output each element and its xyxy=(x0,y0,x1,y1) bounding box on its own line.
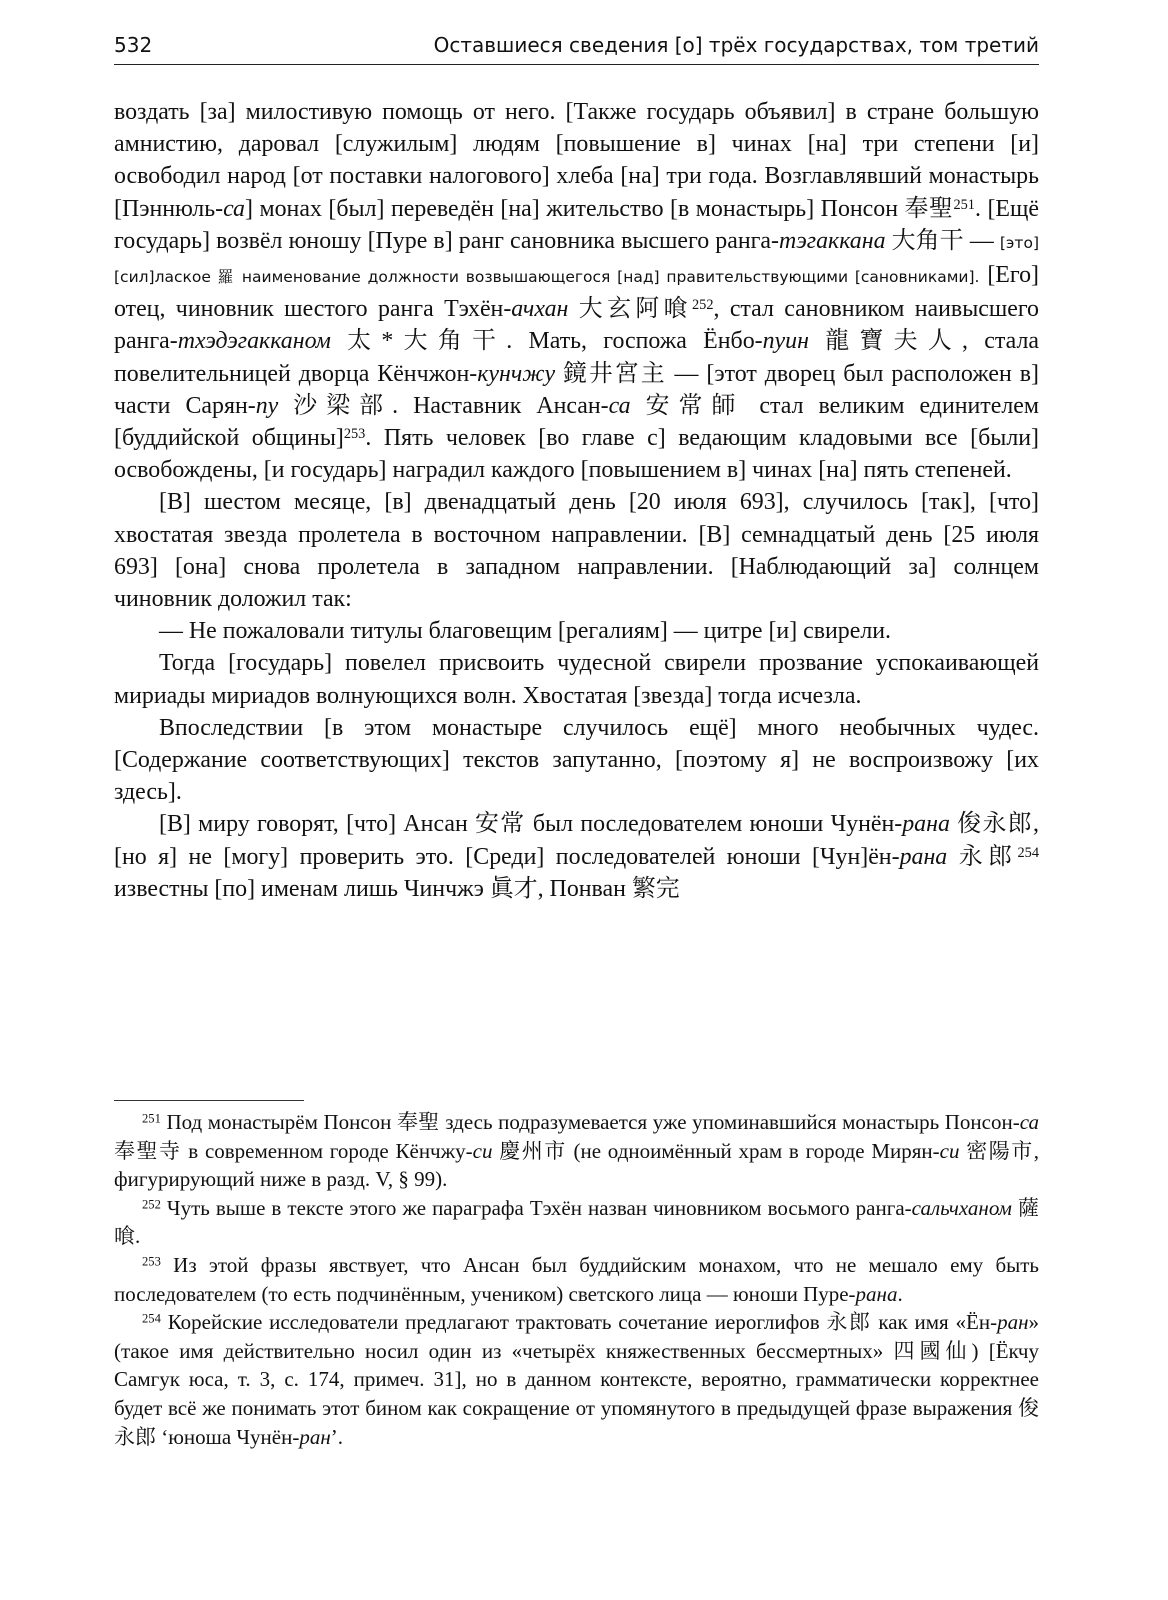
footnote-253: $^{253}$ Из этой фразы явствует, что Ансан был буддийским монахом, что не мешало ему быть последователем (то есть подчинённым, учеником) светского лица — юноши Пуре-рана. xyxy=(114,1252,1039,1306)
paragraph-4: Тогда [государь] повелел присвоить чудесной свирели прозвание успокаивающей мириады мириадов волнующихся волн. Хвостатая [звезда] тогда исчезла. xyxy=(114,650,1039,709)
footnote-254: $^{254}$ Корейские исследователи предлагают трактовать сочетание иероглифов 永郎 как имя «Ён-ран» (такое имя действительно носил один из «четырёх княжественных бессмертных» 四國仙) [Ёкчу Самгук юса, т. 3, с. 174, примеч. 31], но в данном контексте, вероятно, грамматически корректнее будет всё же понимать этот бином как сокращение от упомянутого в предыдущей фразе выражения 俊永郎 ‘юноша Чунён-ран’. xyxy=(114,1310,1039,1449)
footnote-number: 253 xyxy=(142,1254,161,1269)
inline-small-note: [это] [сил]лаское 羅 наименование должности возвышающегося [над] правительствующими [сановниками]. xyxy=(114,233,1039,287)
paragraph-2: [В] шестом месяце, [в] двенадцатый день [20 июля 693], случилось [так], [что] хвостатая звезда пролетела в восточном направлении. [В] семнадцатый день [25 июля 693] [она] снова пролетела в западном направлении. [Наблюдающий за] солнцем чиновник доложил так: xyxy=(114,489,1039,613)
footnote-number: 251 xyxy=(142,1111,161,1126)
footnote-ref-252[interactable]: 252 xyxy=(691,297,714,314)
footnote-divider xyxy=(114,1100,304,1101)
footnote-number: 252 xyxy=(142,1197,161,1212)
footnote-number: 254 xyxy=(142,1311,161,1326)
main-text xyxy=(114,96,1039,905)
footnote-ref-251[interactable]: 251 xyxy=(953,196,975,213)
paragraph-5: Впоследствии [в этом монастыре случилось ещё] много необычных чудес. [Содержание соответствующих] текстов запутанно, [поэтому я] не воспроизвожу [их здесь]. xyxy=(114,714,1039,806)
footnote-252: $^{252}$ Чуть выше в тексте этого же параграфа Тэхён назван чиновником восьмого ранга-сальчханом 薩喰. xyxy=(114,1195,1039,1249)
footnote-251: $^{251}$ Под монастырём Понсон 奉聖 здесь подразумевается уже упоминавшийся монастырь Понсон-са 奉聖寺 в современном городе Кёнчжу-си 慶州市 (не одноимённый храм в городе Мирян-си 密陽市, фигурирующий ниже в разд. V, § 99). xyxy=(114,1110,1039,1192)
paragraph-6: [В] миру говорят, [что] Ансан 安常 был последователем юноши Чунён-рана 俊永郎, [но я] не [могу] проверить это. [Среди] последователей юноши [Чун]ён-рана 永郎$^{254}$ известны [по] именам лишь Чинчжэ 眞才, Понван 繁完 xyxy=(114,811,1039,902)
running-title: Оставшиеся сведения [о] трёх государствах, том третий xyxy=(433,33,1039,57)
page-number: 532 xyxy=(114,33,153,57)
paragraph-1: воздать [за] милостивую помощь от него. [Также государь объявил] в стране большую амнистию, даровал [служилым] людям [повышение в] чинах [на] три степени [и] освободил народ [от поставки налогового] хлеба [на] три года. Возглавлявший монастырь [Пэннюль-са] монах [был] переведён [на] жительство [в монастырь] Понсон 奉聖$^{251}$. [Ещё государь] возвёл юношу [Пуре в] ранг сановника высшего ранга-тэгаккана 大角干 — [это] [сил]лаское 羅 наименование должности возвышающегося [над] правительствующими [сановниками]. [Его] отец, чиновник шестого ранга Тэхён-ачхан 大玄阿喰$^{252}$, стал сановником наивысшего ранга-тхэдэгакканом 太*大角干. Мать, госпожа Ёнбо-пуин 龍寶夫人, стала повелительницей дворца Кёнчжон-кунчжу 鏡井宮主 — [этот дворец был расположен в] части Сарян-пу 沙梁部. Наставник Ансан-са 安常師 стал великим единителем [буддийской общины]$^{253}$. Пять человек [во главе с] ведающим кладовыми все [были] освобождены, [и государь] наградил каждого [повышением в] чинах [на] пять степеней. xyxy=(114,99,1039,484)
footnotes xyxy=(114,1108,1039,1451)
running-header xyxy=(114,30,1039,65)
paragraph-3: — Не пожаловали титулы благовещим [регалиям] — цитре [и] свирели. xyxy=(159,618,892,645)
footnote-ref-253[interactable]: 253 xyxy=(343,425,366,442)
footnote-ref-254[interactable]: 254 xyxy=(1017,844,1039,861)
